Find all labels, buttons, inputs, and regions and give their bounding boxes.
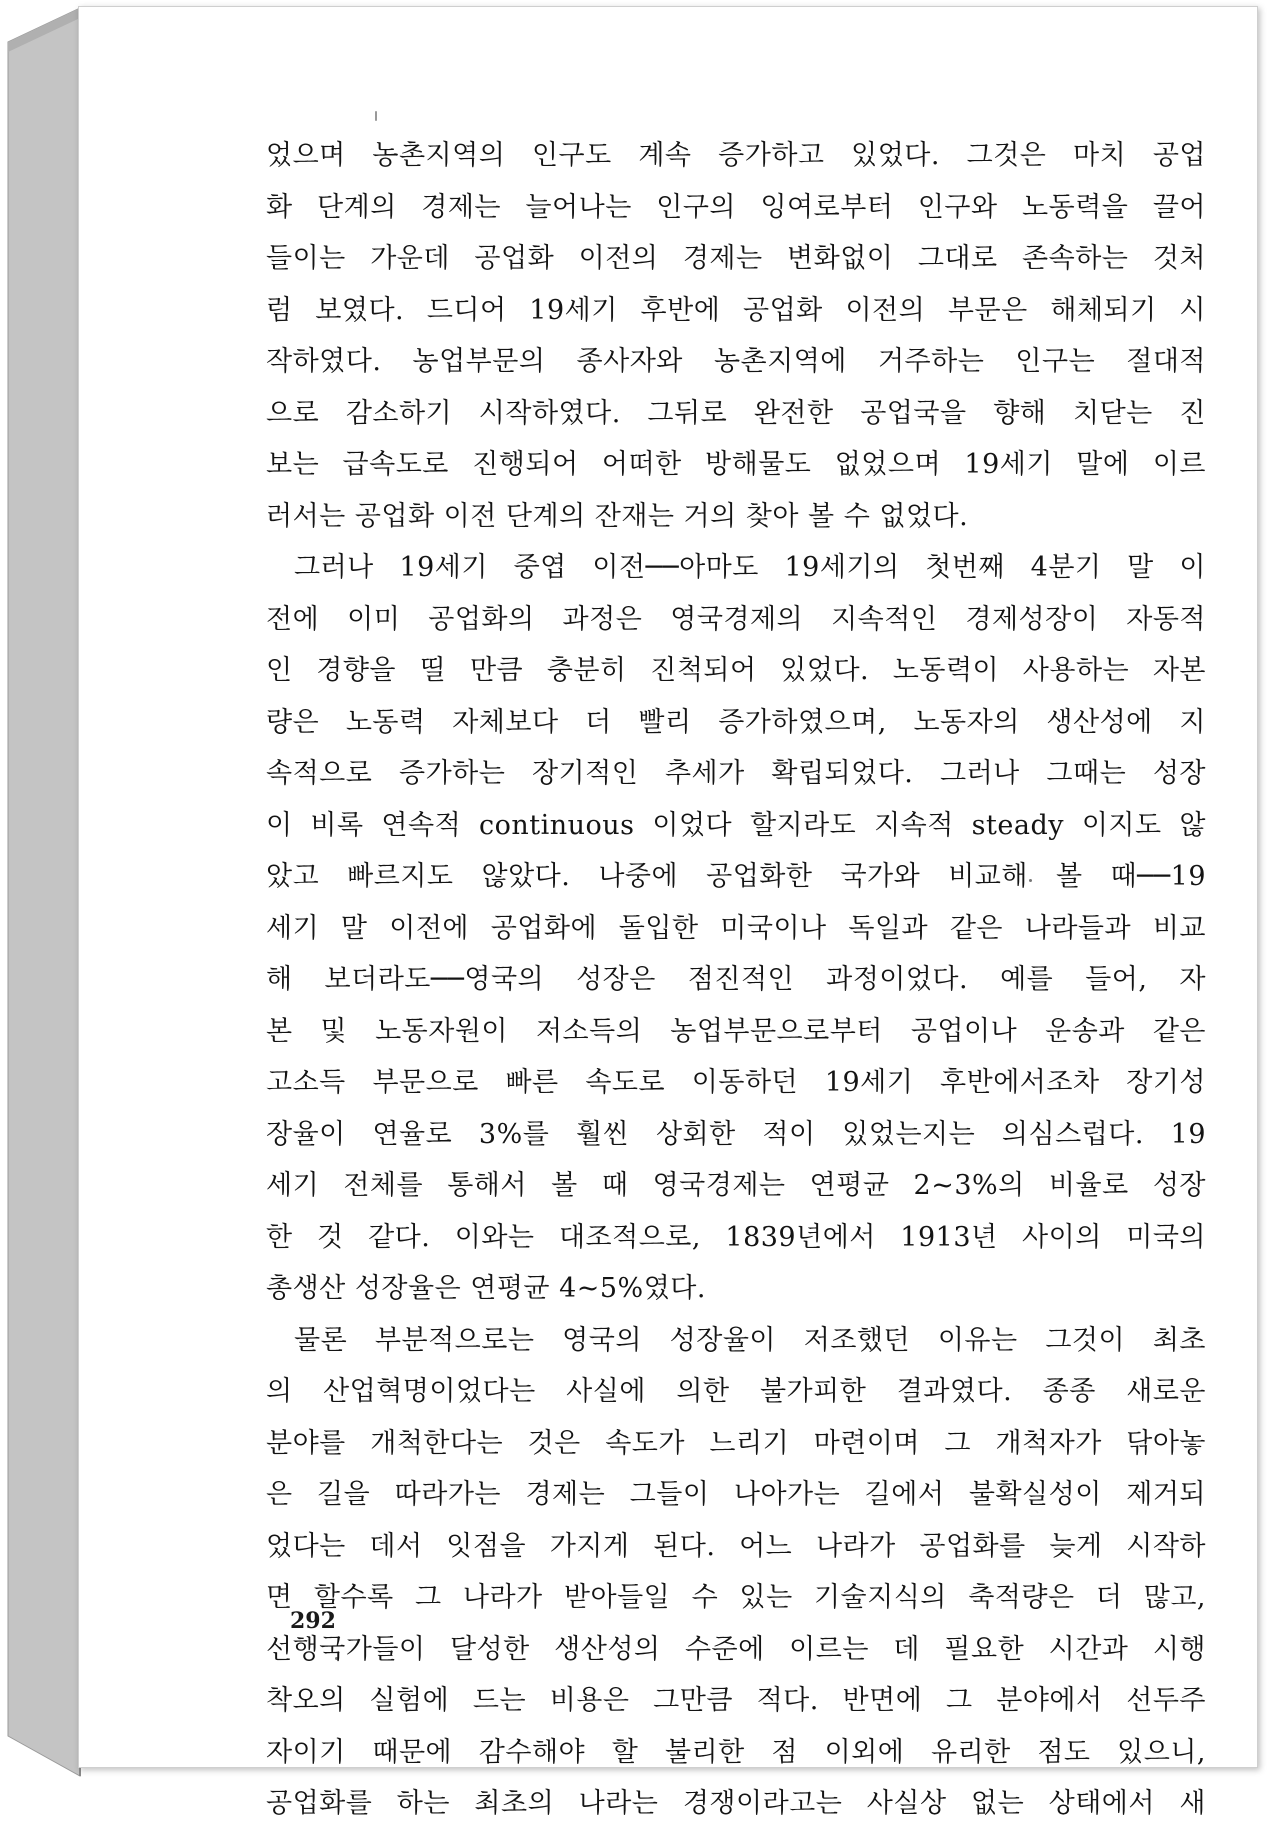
text-line: 선행국가들이 달성한 생산성의 수준에 이르는 데 필요한 시간과 시행: [266, 1633, 1206, 1665]
text-line: 은 길을 따라가는 경제는 그들이 나아가는 길에서 불확실성이 제거되: [266, 1479, 1206, 1510]
text-line: 의 산업혁명이었다는 사실에 의한 불가피한 결과였다. 종종 새로운: [266, 1376, 1206, 1407]
text-line: 착오의 실험에 드는 비용은 그만큼 적다. 반면에 그 분야에서 선두주: [266, 1685, 1206, 1716]
text-line: 분야를 개척한다는 것은 속도가 느리기 마련이며 그 개척자가 닦아놓: [266, 1427, 1206, 1459]
text-line: 량은 노동력 자체보다 더 빨리 증가하였으며, 노동자의 생산성에 지: [266, 706, 1206, 738]
text-line: 한 것 같다. 이와는 대조적으로, 1839년에서 1913년 사이의 미국의: [266, 1221, 1206, 1253]
body-text: [266, 130, 1206, 1830]
text-line: 세기 말 이전에 공업화에 돌입한 미국이나 독일과 같은 나라들과 비교: [266, 912, 1206, 944]
scan-speck: [375, 111, 377, 121]
text-line: 그러나 19세기 중엽 이전──아마도 19세기의 첫번째 4분기 말 이: [294, 552, 1206, 583]
text-line: 세기 전체를 통해서 볼 때 영국경제는 연평균 2~3%의 비율로 성장: [266, 1170, 1206, 1201]
text-line: 총생산 성장율은 연평균 4~5%였다.: [266, 1273, 706, 1304]
text-line: 럼 보였다. 드디어 19세기 후반에 공업화 이전의 부문은 해체되기 시: [266, 294, 1206, 326]
text-line: 공업화를 하는 최초의 나라는 경쟁이라고는 사실상 없는 상태에서 새: [266, 1788, 1206, 1819]
text-line: 들이는 가운데 공업화 이전의 경제는 변화없이 그대로 존속하는 것처: [266, 243, 1206, 274]
text-line: 장율이 연율로 3%를 훨씬 상회한 적이 있었는지는 의심스럽다. 19: [266, 1118, 1206, 1150]
text-line: 었다는 데서 잇점을 가지게 된다. 어느 나라가 공업화를 늦게 시작하: [266, 1530, 1206, 1562]
text-line: 속적으로 증가하는 장기적인 추세가 확립되었다. 그러나 그때는 성장: [266, 758, 1206, 789]
text-line: 고소득 부문으로 빠른 속도로 이동하던 19세기 후반에서조차 장기성: [266, 1067, 1206, 1098]
text-line: 작하였다. 농업부문의 종사자와 농촌지역에 거주하는 인구는 절대적: [266, 346, 1206, 377]
text-line: 었으며 농촌지역의 인구도 계속 증가하고 있었다. 그것은 마치 공업: [266, 140, 1206, 171]
text-line: 자이기 때문에 감수해야 할 불리한 점 이외에 유리한 점도 있으니,: [266, 1736, 1206, 1768]
text-line: 러서는 공업화 이전 단계의 잔재는 거의 찾아 볼 수 없었다.: [266, 500, 969, 532]
text-line: 물론 부분적으로는 영국의 성장율이 저조했던 이유는 그것이 최초: [294, 1324, 1206, 1356]
text-line: 면 할수록 그 나라가 받아들일 수 있는 기술지식의 축적량은 더 많고,: [266, 1582, 1206, 1613]
text-line: 해 보더라도──영국의 성장은 점진적인 과정이었다. 예를 들어, 자: [266, 964, 1206, 995]
text-line: 보는 급속도로 진행되어 어떠한 방해물도 없었으며 19세기 말에 이르: [266, 449, 1206, 480]
text-line: 화 단계의 경제는 늘어나는 인구의 잉여로부터 인구와 노동력을 끌어: [266, 191, 1206, 223]
text-line: 으로 감소하기 시작하였다. 그뒤로 완전한 공업국을 향해 치닫는 진: [266, 397, 1206, 429]
text-line: 인 경향을 띨 만큼 충분히 진척되어 있었다. 노동력이 사용하는 자본: [266, 655, 1206, 686]
text-line: 본 및 노동자원이 저소득의 농업부문으로부터 공업이나 운송과 같은: [266, 1015, 1206, 1047]
text-line: 이 비록 연속적 continuous 이었다 할지라도 지속적 steady 이지도 않: [266, 809, 1206, 841]
text-line: 았고 빠르지도 않았다. 나중에 공업화한 국가와 비교해 볼 때──19: [266, 861, 1206, 892]
page-number: 292: [290, 1608, 336, 1634]
text-line: 전에 이미 공업화의 과정은 영국경제의 지속적인 경제성장이 자동적: [266, 603, 1206, 635]
